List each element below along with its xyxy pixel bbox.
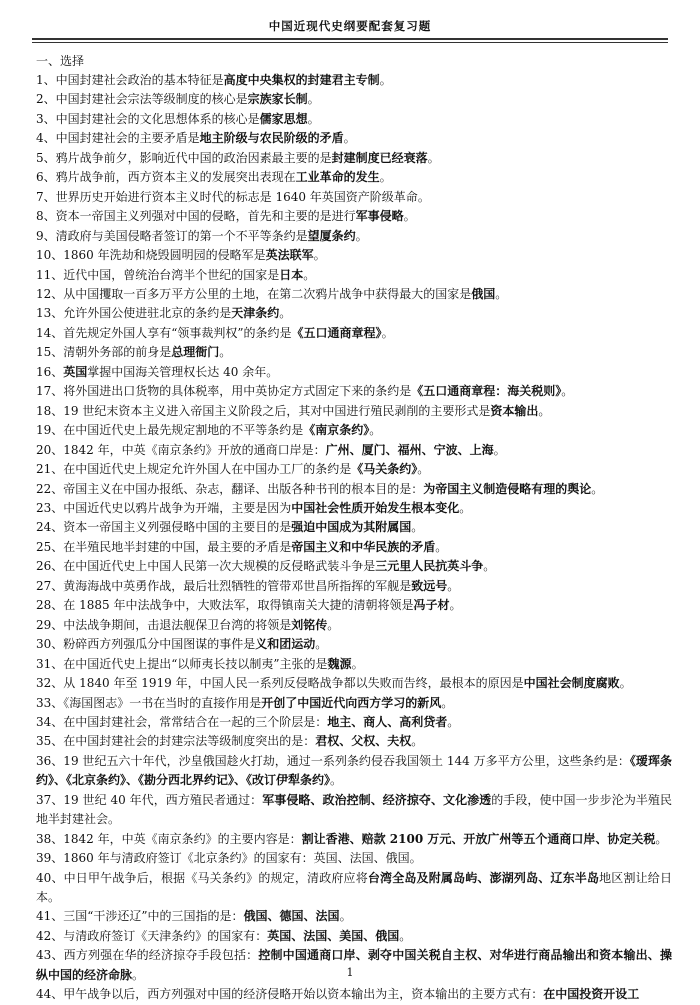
question-tail: 。	[441, 695, 454, 710]
question-item	[36, 713, 672, 732]
answer-text: 《马关条约》	[351, 462, 418, 477]
question-item	[36, 382, 672, 401]
question-item	[36, 402, 672, 421]
answer-text: 台湾全岛及附属岛屿、澎湖列岛、辽东半岛	[367, 870, 600, 885]
question-item	[36, 655, 672, 674]
question-tail: 。	[447, 578, 460, 593]
question-text: 8、资本一帝国主义列强对中国的侵略，首先和主要的是进行	[36, 209, 356, 224]
question-tail: 。	[351, 656, 364, 671]
question-text: 19、在中国近代史上最先规定割地的不平等条约是	[36, 423, 304, 438]
answer-text: 控制中国通商口岸、剥夺中国关税自主权、对华进行商品输出和资本输出、操纵中国的经济命脉	[36, 948, 672, 982]
question-tail: 。	[379, 73, 392, 87]
answer-text: 在中国投资开设工	[543, 987, 640, 1002]
page-number: 1	[346, 966, 354, 979]
answer-text: 为帝国主义制造侵略有理的舆论	[423, 481, 592, 496]
question-tail: 。	[219, 345, 232, 360]
question-text: 39、1860 年与清政府签订《北京条约》的国家有：英国、法国、俄国	[36, 851, 410, 866]
question-text: 34、在中国封建社会，常常结合在一起的三个阶层是：	[36, 714, 328, 729]
question-text: 25、在半殖民地半封建的中国，最主要的矛盾是	[36, 539, 292, 554]
question-item	[36, 985, 672, 1004]
question-tail: 。	[459, 500, 472, 515]
question-item	[36, 635, 672, 654]
question-text: 44、甲午战争以后，西方列强对中国的经济侵略开始以资本输出为主，资本输出的主要方式有：	[36, 987, 544, 1002]
answer-text: 义和团运动	[255, 637, 316, 652]
question-tail: 。	[495, 286, 508, 301]
answer-text: 俄国、德国、法国	[243, 909, 340, 924]
answer-text: 强迫中国成为其附属国	[291, 520, 412, 535]
question-text: 10、1860 年洗劫和烧毁圆明园的侵略军是	[36, 248, 266, 263]
question-tail: 。	[327, 617, 340, 632]
question-text: 20、1842 年，中英《南京条约》开放的通商口岸是：	[36, 442, 326, 457]
question-text: 6、鸦片战争前，西方资本主义的发展突出表现在	[36, 170, 296, 185]
answer-text: 中国社会性质开始发生根本变化	[291, 500, 460, 515]
question-text: 33、《海国图志》一书在当时的直接作用是	[36, 695, 262, 710]
answer-text: 《五口通商章程》	[291, 325, 382, 340]
answer-text: 地主、商人、高利贷者	[327, 714, 448, 729]
question-tail: 。	[591, 481, 604, 496]
question-text: 24、资本一帝国主义列强侵略中国的主要目的是	[36, 520, 292, 535]
question-text: 38、1842 年，中英《南京条约》的主要内容是：	[36, 831, 302, 846]
answer-text: 地主阶级与农民阶级的矛盾	[199, 131, 344, 146]
question-tail: 。	[449, 598, 462, 613]
question-text: 5、鸦片战争前夕，影响近代中国的政治因素最主要的是	[36, 150, 332, 165]
question-text: 32、从 1840 年至 1919 年，中国人民一系列反侵略战争都以失败而告终，最根本的原因是	[36, 676, 524, 691]
answer-text: 儒家思想	[259, 111, 308, 126]
question-text: 15、清朝外务部的前身是	[36, 345, 172, 360]
question-text: 14、首先规定外国人享有“领事裁判权”的条约是	[36, 325, 292, 340]
question-tail: 。	[427, 150, 440, 165]
question-tail: 。	[655, 831, 668, 846]
question-item	[36, 324, 672, 343]
question-text: 30、粉碎西方列强瓜分中国图谋的事件是	[36, 637, 256, 652]
question-item	[36, 518, 672, 537]
question-tail: 地区割让给日本。	[36, 870, 672, 905]
question-tail: 的手段，使中国一步步沦为半殖民地半封建社会。	[36, 792, 672, 827]
question-item	[36, 596, 672, 615]
answer-text: 帝国主义和中华民族的矛盾	[291, 539, 436, 554]
question-text: 26、在中国近代史上中国人民第一次大规模的反侵略武装斗争是	[36, 559, 376, 574]
answer-text: 开创了中国近代向西方学习的新风	[261, 695, 442, 710]
question-item	[36, 674, 672, 693]
question-text: 21、在中国近代史上规定允许外国人在中国办工厂的条约是	[36, 462, 352, 477]
answer-text: 英国、法国、美国、俄国	[267, 928, 400, 943]
question-item	[36, 499, 672, 518]
question-tail: 。	[381, 325, 394, 340]
question-text: 31、在中国近代史上提出“以师夷长技以制夷”主张的是	[36, 656, 328, 671]
answer-text: 望厦条约	[307, 228, 356, 243]
question-text: 41、三国“干涉还辽”中的三国指的是：	[36, 909, 244, 924]
question-tail: 。	[409, 851, 422, 866]
question-tail: 。	[411, 734, 424, 749]
question-tail: 。	[561, 384, 574, 399]
answer-text: 中国社会制度腐败	[523, 676, 620, 691]
question-text: 12、从中国攫取一百多万平方公里的土地，在第二次鸦片战争中获得最大的国家是	[36, 286, 472, 301]
question-item	[36, 460, 672, 479]
question-item	[36, 538, 672, 557]
question-tail: 。	[315, 637, 328, 652]
question-item	[36, 304, 672, 323]
question-tail: 。	[379, 170, 392, 185]
question-item	[36, 343, 672, 362]
answer-text: 日本	[279, 267, 304, 282]
answer-text: 天津条约	[231, 306, 280, 321]
question-text: 7、世界历史开始进行资本主义时代的标志是 1640 年英国资产阶级革命	[36, 189, 418, 204]
question-tail: 。	[403, 209, 416, 224]
answer-text: 君权、父权、夫权	[315, 734, 412, 749]
question-tail: 。	[132, 967, 145, 982]
question-tail: 。	[411, 520, 424, 535]
question-tail: 。	[493, 442, 506, 457]
answer-text: 资本输出	[490, 403, 539, 418]
question-item	[36, 694, 672, 713]
header-title: 中国近现代史纲要配套复习题	[268, 19, 432, 33]
question-item	[36, 616, 672, 635]
answer-text: 致远号	[411, 578, 448, 593]
question-tail: 。	[307, 92, 320, 107]
answer-text: 总理衙门	[171, 345, 220, 360]
question-tail: 。	[417, 462, 430, 477]
page-content	[36, 52, 672, 1005]
answer-text: 割让香港、赔款 2100 万元、开放广州等五个通商口岸、协定关税	[301, 831, 656, 846]
answer-text: 高度中央集权的封建君主专制	[223, 73, 380, 87]
question-item	[36, 363, 672, 382]
question-tail: 。	[417, 189, 430, 204]
question-text: 23、中国近代史以鸦片战争为开端，主要是因为	[36, 500, 292, 515]
question-tail: 。	[279, 306, 292, 321]
answer-text: 刘铭传	[291, 617, 328, 632]
question-text: 36、19 世纪五六十年代，沙皇俄国趁火打劫，通过一系列条约侵吞我国领土 144 万多平方公里，这些条约是：	[36, 753, 630, 768]
question-item	[36, 907, 672, 926]
question-text: 29、中法战争期间，击退法舰保卫台湾的将领是	[36, 617, 292, 632]
answer-text: 俄国	[471, 286, 496, 301]
answer-text: 广州、厦门、福州、宁波、上海	[325, 442, 494, 457]
question-text: 43、西方列强在华的经济掠夺手段包括：	[36, 948, 259, 963]
answer-text: 冯子材	[413, 598, 450, 613]
question-item	[36, 869, 672, 908]
question-tail: 。	[339, 909, 352, 924]
question-text: 17、将外国进出口货物的具体税率，用中英协定方式固定下来的条约是	[36, 384, 412, 399]
question-item	[36, 480, 672, 499]
question-item	[36, 149, 672, 168]
section-title: 一、选择	[36, 54, 85, 68]
question-text: 13、允许外国公使进驻北京的条约是	[36, 306, 232, 321]
answer-text: 宗族家长制	[247, 92, 308, 107]
answer-text: 三元里人民抗英斗争	[375, 559, 484, 574]
question-item	[36, 227, 672, 246]
question-tail: 。	[330, 773, 343, 788]
question-tail: 掌握中国海关管理权长达 40 余年。	[87, 364, 279, 379]
question-item	[36, 830, 672, 849]
question-text: 4、中国封建社会的主要矛盾是	[36, 131, 200, 146]
question-text: 16、	[36, 364, 64, 379]
question-text: 9、清政府与美国侵略者签订的第一个不平等条约是	[36, 228, 308, 243]
question-list	[36, 71, 672, 1005]
question-tail: 。	[355, 228, 368, 243]
question-tail: 。	[619, 676, 632, 691]
question-item	[36, 188, 672, 207]
question-text: 22、帝国主义在中国办报纸、杂志，翻译、出版各种书刊的根本目的是：	[36, 481, 424, 496]
question-item	[36, 71, 672, 90]
answer-text: 封建制度已经衰落	[331, 150, 428, 165]
question-tail: 。	[343, 131, 356, 146]
question-item	[36, 752, 672, 791]
question-text: 3、中国封建社会的文化思想体系的核心是	[36, 111, 260, 126]
question-item	[36, 791, 672, 830]
question-text: 27、黄海海战中英勇作战，最后壮烈牺牲的管带邓世昌所指挥的军舰是	[36, 578, 412, 593]
answer-text: 魏源	[327, 656, 352, 671]
question-item	[36, 110, 672, 129]
question-text: 2、中国封建社会宗法等级制度的核心是	[36, 92, 248, 107]
answer-text: 军事侵略	[355, 209, 404, 224]
question-text: 28、在 1885 年中法战争中，大败法军，取得镇南关大捷的清朝将领是	[36, 598, 414, 613]
page-header	[32, 18, 668, 40]
question-item	[36, 927, 672, 946]
question-item	[36, 577, 672, 596]
question-tail: 。	[435, 539, 448, 554]
question-tail: 。	[369, 423, 382, 438]
question-tail: 。	[483, 559, 496, 574]
question-item	[36, 207, 672, 226]
question-item	[36, 421, 672, 440]
question-item	[36, 246, 672, 265]
answer-text: 《南京条约》	[303, 423, 370, 438]
answer-text: 英法联军	[265, 248, 314, 263]
question-tail: 。	[447, 714, 460, 729]
question-tail: 。	[307, 111, 320, 126]
question-text: 11、近代中国，曾统治台湾半个世纪的国家是	[36, 267, 280, 282]
question-item	[36, 557, 672, 576]
question-tail: 。	[313, 248, 326, 263]
question-text: 1、中国封建社会政治的基本特征是	[36, 73, 224, 87]
question-text: 37、19 世纪 40 年代，西方殖民者通过：	[36, 792, 263, 807]
answer-text: 工业革命的发生	[295, 170, 380, 185]
question-text: 42、与清政府签订《天津条约》的国家有：	[36, 928, 268, 943]
question-item	[36, 266, 672, 285]
question-item	[36, 90, 672, 109]
question-tail: 。	[303, 267, 316, 282]
question-item	[36, 285, 672, 304]
answer-text: 军事侵略、政治控制、经济掠夺、文化渗透	[262, 792, 492, 807]
question-tail: 。	[538, 403, 551, 418]
question-item	[36, 129, 672, 148]
question-item	[36, 849, 672, 868]
question-text: 18、19 世纪末资本主义进入帝国主义阶段之后，其对中国进行殖民剥削的主要形式是	[36, 403, 491, 418]
question-text: 40、中日甲午战争后，根据《马关条约》的规定，清政府应将	[36, 870, 368, 885]
answer-text: 英国	[63, 364, 88, 379]
question-tail: 。	[399, 928, 412, 943]
question-item	[36, 732, 672, 751]
question-item	[36, 168, 672, 187]
answer-text: 《瑷珲条约》、《北京条约》、《勘分西北界约记》、《改订伊犁条约》	[36, 753, 672, 788]
question-text: 35、在中国封建社会的封建宗法等级制度突出的是：	[36, 734, 316, 749]
answer-text: 《五口通商章程：海关税则》	[411, 384, 562, 399]
question-item	[36, 441, 672, 460]
